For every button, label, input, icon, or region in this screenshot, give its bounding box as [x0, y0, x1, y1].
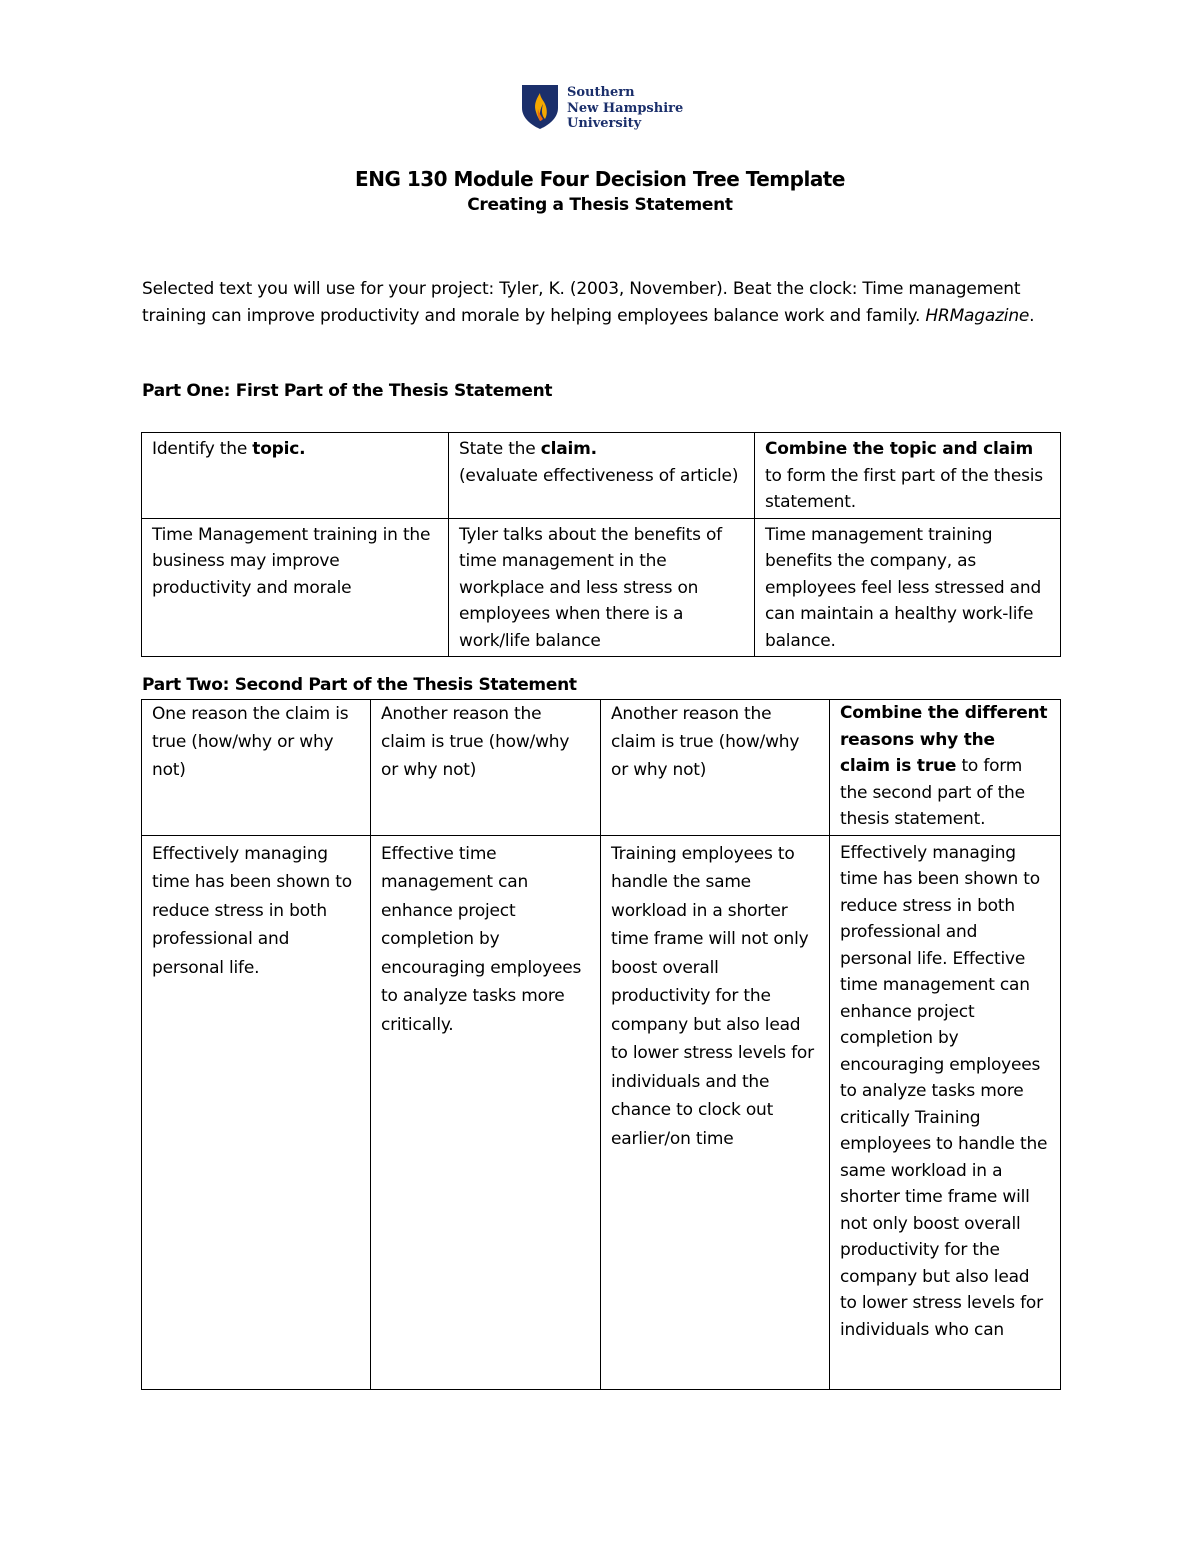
selected-text-paragraph [142, 276, 1042, 329]
table-cell: Training employees to handle the same workload in a shorter time frame will not only boost overall productivity for the company but also lead to lower stress levels for individuals and the chance to clock out earlier/on time [601, 835, 830, 1389]
part-two-table [141, 699, 1061, 1390]
crest-icon [521, 84, 559, 130]
header-cell-reason-1: One reason the claim is true (how/why or why not) [142, 700, 371, 836]
logo-line-3: University [567, 116, 642, 131]
selected-text-suffix: . [1029, 305, 1035, 326]
header-cell-reason-3: Another reason the claim is true (how/why or why not) [601, 700, 830, 836]
table-row [142, 518, 1061, 657]
table-header-row [142, 433, 1061, 519]
title-block [0, 166, 1200, 218]
table-header-row [142, 700, 1061, 836]
table-cell: Time Management training in the business may improve productivity and morale [142, 518, 449, 657]
table-cell: Time management training benefits the company, as employees feel less stressed and can maintain a healthy work-life balance. [755, 518, 1061, 657]
journal-name: HRMagazine [925, 305, 1030, 326]
university-logo [521, 84, 683, 132]
logo-line-1: Southern [567, 85, 635, 100]
logo-line-2: New Hampshire [567, 100, 684, 116]
page-title: ENG 130 Module Four Decision Tree Template [355, 167, 845, 191]
page-subtitle: Creating a Thesis Statement [467, 195, 733, 215]
header-cell-combine: Combine the different reasons why the claim is true to form the second part of the thesis statement. [830, 700, 1061, 836]
table-cell: Tyler talks about the benefits of time management in the workplace and less stress on employees when there is a work/life balance [449, 518, 755, 657]
part-one-heading: Part One: First Part of the Thesis Statement [142, 381, 553, 401]
table-row [142, 835, 1061, 1389]
table-cell: Effective time management can enhance project completion by encouraging employees to analyze tasks more critically. [371, 835, 601, 1389]
table-cell: Effectively managing time has been shown to reduce stress in both professional and personal life. [142, 835, 371, 1389]
table-cell: Effectively managing time has been shown to reduce stress in both professional and personal life. Effective time management can enhance project completion by encouraging employees to analyze tasks more critically Training employees to handle the same workload in a shorter time frame will not only boost overall productivity for the company but also lead to lower stress levels for individuals who can [830, 835, 1061, 1389]
header-cell-combine: Combine the topic and claim to form the first part of the thesis statement. [755, 433, 1061, 519]
header-cell-claim: State the claim. (evaluate effectiveness of article) [449, 433, 755, 519]
part-one-table [141, 432, 1061, 657]
part-two-heading: Part Two: Second Part of the Thesis Statement [142, 675, 577, 695]
header-cell-topic: Identify the topic. [142, 433, 449, 519]
selected-text-body: Selected text you will use for your project: Tyler, K. (2003, November). Beat the clock: Time management training can improve productivity and morale by helping employees balance work and family. [142, 279, 1021, 326]
header-cell-reason-2: Another reason the claim is true (how/why or why not) [371, 700, 601, 836]
